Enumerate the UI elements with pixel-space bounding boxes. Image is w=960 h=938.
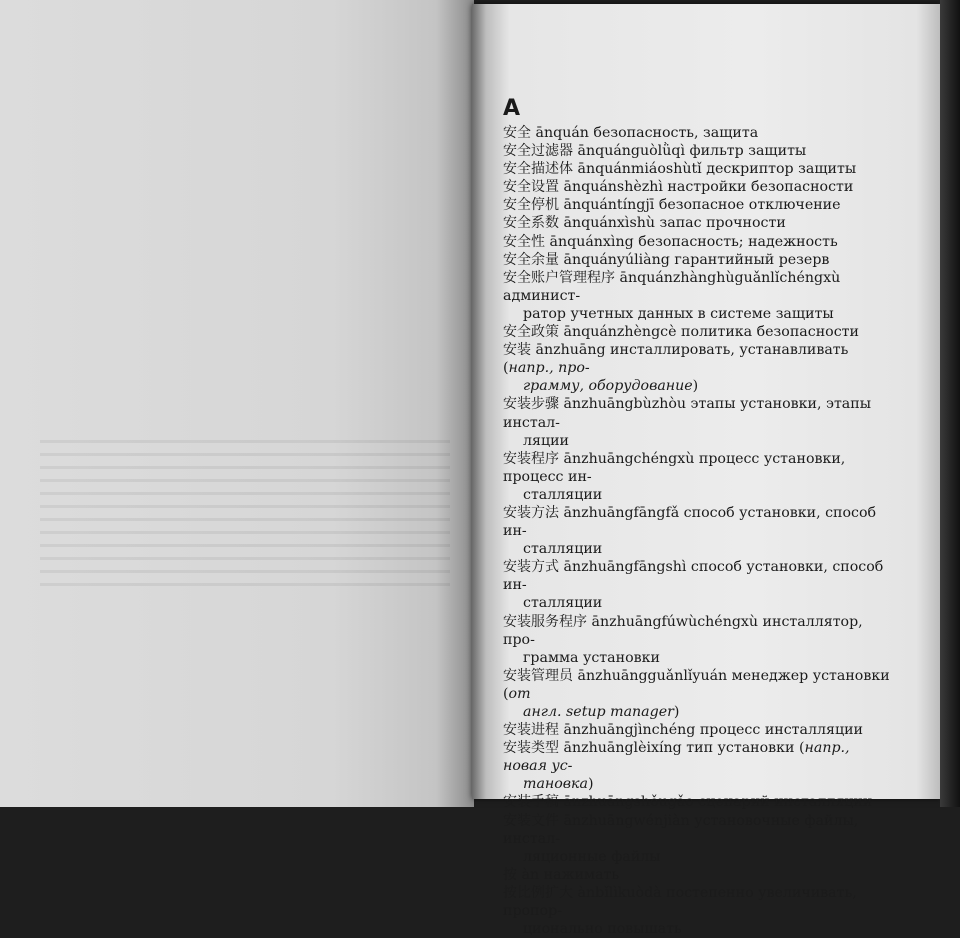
- entry-continuation: [503, 703, 895, 721]
- dictionary-entry: [503, 504, 895, 558]
- left-page: [0, 0, 474, 807]
- continuation-text: ционально повышать: [523, 921, 682, 938]
- entry-headword: 安全账户管理程序: [503, 269, 615, 286]
- entry-definition: ānzhuāngshǒugǎo сценарий инсталляции: [563, 794, 873, 811]
- continuation-note: тановка: [523, 776, 588, 793]
- entry-note: напр., новая ус-: [503, 740, 850, 775]
- entry-headword: 安装: [503, 342, 531, 359]
- entry-definition: ānquán безопасность, защита: [535, 125, 759, 141]
- entry-definition: ānquánzhèngcè политика безопасности: [563, 324, 859, 341]
- dictionary-entry: [503, 160, 895, 178]
- dictionary-entry: [503, 269, 895, 323]
- dictionary-entry: [503, 613, 895, 667]
- continuation-text: грамма установки: [523, 649, 660, 666]
- entry-headword: 安全描述体: [503, 161, 573, 178]
- entry-headword: 安装方式: [503, 559, 559, 576]
- entry-definition: ānzhuāngfúwùchéngxù инсталлятор, про-: [503, 613, 863, 648]
- dictionary-entry: [503, 450, 895, 504]
- entry-headword: 安装服务程序: [503, 613, 587, 630]
- entry-definition: ānzhuāngjìnchéng процесс инсталляции: [563, 722, 863, 739]
- closing-paren: ): [692, 378, 699, 395]
- entry-headword: 安装类型: [503, 740, 559, 757]
- continuation-text: ляции: [523, 432, 569, 449]
- dictionary-entry: [503, 178, 895, 196]
- entry-note: от: [508, 685, 531, 702]
- bleed-through-text: [40, 430, 450, 596]
- dictionary-entry: [503, 721, 895, 739]
- dictionary-entry: [503, 124, 895, 142]
- entry-definition: ānquánmiáoshùtǐ дескриптор защиты: [577, 161, 857, 178]
- closing-paren: ): [673, 704, 680, 720]
- entry-definition: ānzhuāngguǎnlǐyuán менеджер установки (: [503, 667, 890, 702]
- continuation-text: сталляции: [523, 486, 603, 503]
- entry-headword: 安全设置: [503, 179, 559, 196]
- entry-headword: 安装方法: [503, 504, 559, 521]
- entry-headword: 安全停机: [503, 197, 559, 214]
- section-letter: A: [503, 96, 521, 121]
- entry-definition: ànbǐlìkuòdà постепенно увеличивать, пропор-: [503, 884, 857, 920]
- entry-continuation: [503, 594, 895, 612]
- continuation-note: англ. setup manager: [523, 704, 674, 720]
- entry-continuation: [503, 305, 895, 323]
- entry-continuation: [503, 540, 895, 558]
- dictionary-entry: [503, 196, 895, 214]
- continuation-text: сталляции: [523, 595, 603, 612]
- dictionary-entry: [503, 793, 895, 811]
- dictionary-entry: [503, 884, 895, 938]
- continuation-text: сталляции: [523, 541, 603, 558]
- dictionary-entry: [503, 214, 895, 232]
- entry-definition: àn нажимать: [521, 866, 620, 883]
- entry-note: напр., про-: [508, 360, 590, 377]
- entry-headword: 按比例扩大: [503, 884, 573, 901]
- dictionary-entry: [503, 866, 895, 884]
- dictionary-entry: [503, 142, 895, 160]
- entry-definition: ānquánxìng безопасность; надежность: [549, 233, 838, 250]
- entry-continuation: [503, 920, 895, 938]
- entry-definition: ānzhuāngchéngxù процесс установки, процесс ин-: [503, 450, 846, 485]
- entry-continuation: [503, 432, 895, 450]
- dictionary-entry: [503, 558, 895, 612]
- dictionary-entry: [503, 812, 895, 866]
- scan-edge: [940, 0, 960, 807]
- dictionary-entry: [503, 739, 895, 793]
- entry-headword: 安装程序: [503, 450, 559, 467]
- entry-headword: 按: [503, 866, 517, 883]
- entry-definition: ānzhuāng инсталлировать, устанавливать (: [503, 342, 849, 377]
- entry-definition: ānzhuāngwénjiàn установочные файлы, инстал-: [503, 812, 859, 847]
- dictionary-entry: [503, 323, 895, 341]
- entry-continuation: [503, 649, 895, 667]
- entry-headword: 安全过滤器: [503, 143, 573, 160]
- dictionary-entry: [503, 667, 895, 721]
- continuation-text: ляционные файлы: [523, 848, 661, 865]
- entry-continuation: [503, 775, 895, 793]
- entry-continuation: [503, 377, 895, 395]
- entry-definition: ānquánshèzhì настройки безопасности: [563, 179, 854, 196]
- dictionary-entries: [503, 124, 895, 938]
- entry-headword: 安全性: [503, 233, 545, 250]
- dictionary-entry: [503, 395, 895, 449]
- entry-headword: 安装管理员: [503, 667, 573, 684]
- entry-headword: 安全政策: [503, 324, 559, 341]
- continuation-text: ратор учетных данных в системе защиты: [523, 305, 834, 322]
- entry-definition: ānquántíngjī безопасное отключение: [563, 197, 841, 214]
- entry-headword: 安装步骤: [503, 396, 559, 413]
- entry-headword: 安全系数: [503, 215, 559, 232]
- entry-definition: ānquányúliàng гарантийный резерв: [563, 251, 830, 268]
- continuation-note: грамму, оборудование: [523, 378, 693, 395]
- dictionary-entry: [503, 341, 895, 395]
- closing-paren: ): [588, 776, 594, 793]
- dictionary-entry: [503, 251, 895, 269]
- entry-headword: 安全: [503, 125, 531, 141]
- entry-headword: 安装手稿: [503, 794, 559, 811]
- entry-headword: 安装进程: [503, 722, 559, 739]
- entry-definition: ānzhuānglèixíng тип установки (: [563, 740, 805, 757]
- entry-definition: ānzhuāngbùzhòu этапы установки, этапы инстал-: [503, 396, 871, 431]
- entry-definition: ānzhuāngfāngfǎ способ установки, способ ин-: [503, 504, 877, 540]
- entry-definition: ānquánguòlǜqì фильтр защиты: [577, 143, 807, 160]
- entry-definition: ānzhuāngfāngshì способ установки, способ ин-: [503, 559, 884, 594]
- dictionary-entry: [503, 233, 895, 251]
- entry-definition: ānquánxìshù запас прочности: [563, 215, 786, 232]
- entry-continuation: [503, 486, 895, 504]
- entry-definition: ānquánzhànghùguǎnlǐchéngxù админист-: [503, 269, 841, 304]
- entry-continuation: [503, 848, 895, 866]
- entry-headword: 安全余量: [503, 251, 559, 268]
- entry-headword: 安装文件: [503, 812, 559, 829]
